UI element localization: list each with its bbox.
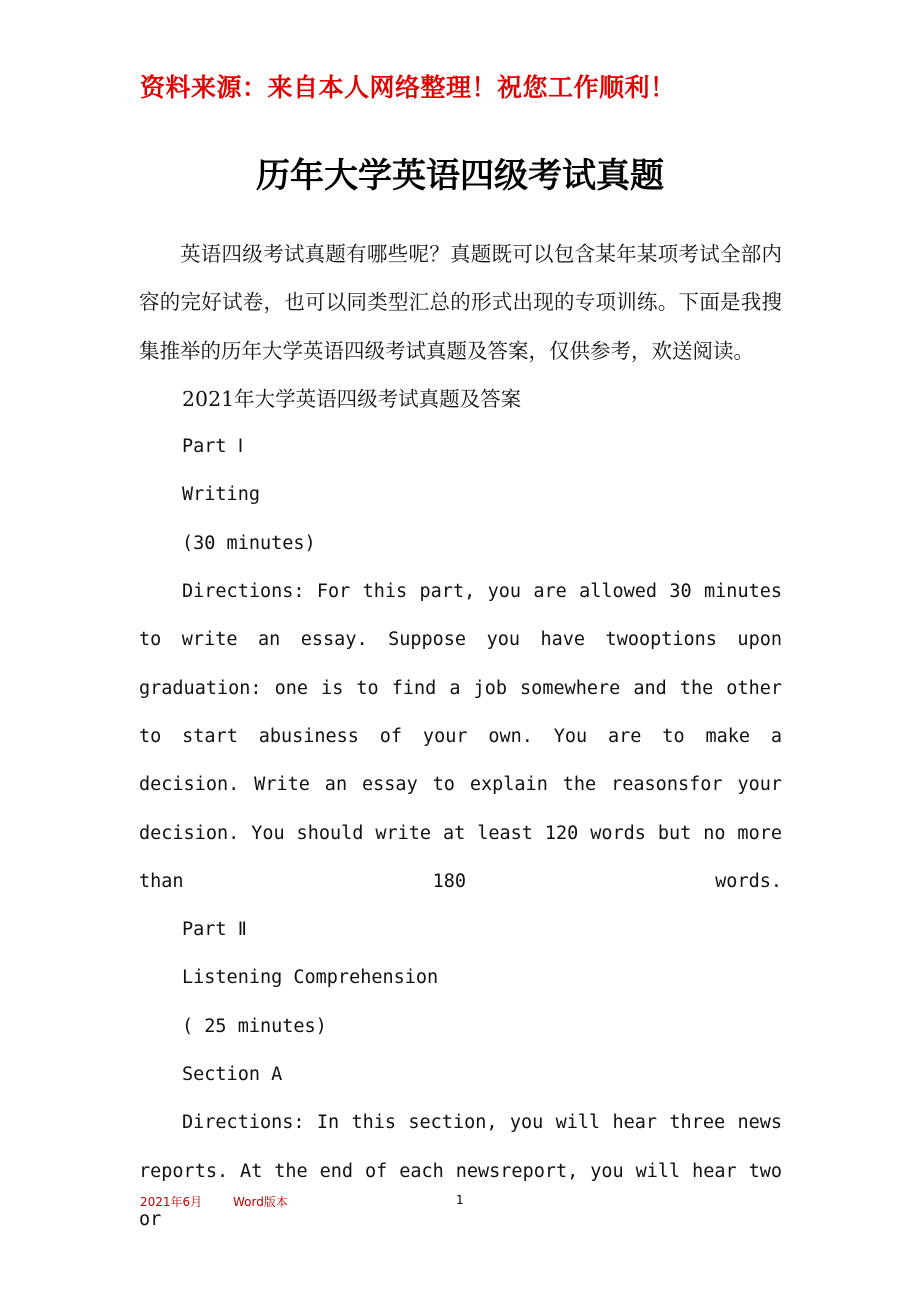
section-heading: 2021年大学英语四级考试真题及答案 <box>182 386 522 411</box>
part1-name: Writing <box>182 484 260 506</box>
section-a-directions: Directions: In this section, you will hear three news reports. At the end of each newsreport, you will hear two or <box>139 1112 782 1230</box>
part2-name: Listening Comprehension <box>182 967 439 989</box>
intro-paragraph: 英语四级考试真题有哪些呢？真题既可以包含某年某项考试全部内容的完好试卷，也可以同类型汇总的形式出现的专项训练。下面是我搜集推举的历年大学英语四级考试真题及答案，仅供参考，欢送阅读。 <box>139 242 782 363</box>
document-title: 历年大学英语四级考试真题 <box>256 156 664 196</box>
section-a-heading: Section A <box>182 1064 283 1086</box>
footer-version: Word版本 <box>233 1195 288 1209</box>
part1-label: Part Ⅰ <box>182 436 244 458</box>
page-number: 1 <box>456 1193 464 1207</box>
part1-time: (30 minutes) <box>182 532 316 554</box>
page-footer <box>140 1193 780 1213</box>
document-body <box>139 230 782 1244</box>
part1-directions: Directions: For this part, you are allowed 30 minutes to write an essay. Suppose you have twooptions upon graduation: one is to find a job somewhere and the other to start abusiness of your own. You are to make a decision. Write an essay to explain the reasonsfor your decision. You should write at least 120 words but no more than 180 words. <box>139 581 782 892</box>
part2-label: Part Ⅱ <box>182 919 247 941</box>
footer-date: 2021年6月 <box>140 1195 203 1209</box>
source-note: 资料来源：来自本人网络整理！祝您工作顺利！ <box>140 73 676 102</box>
part2-time: ( 25 minutes) <box>182 1015 327 1037</box>
